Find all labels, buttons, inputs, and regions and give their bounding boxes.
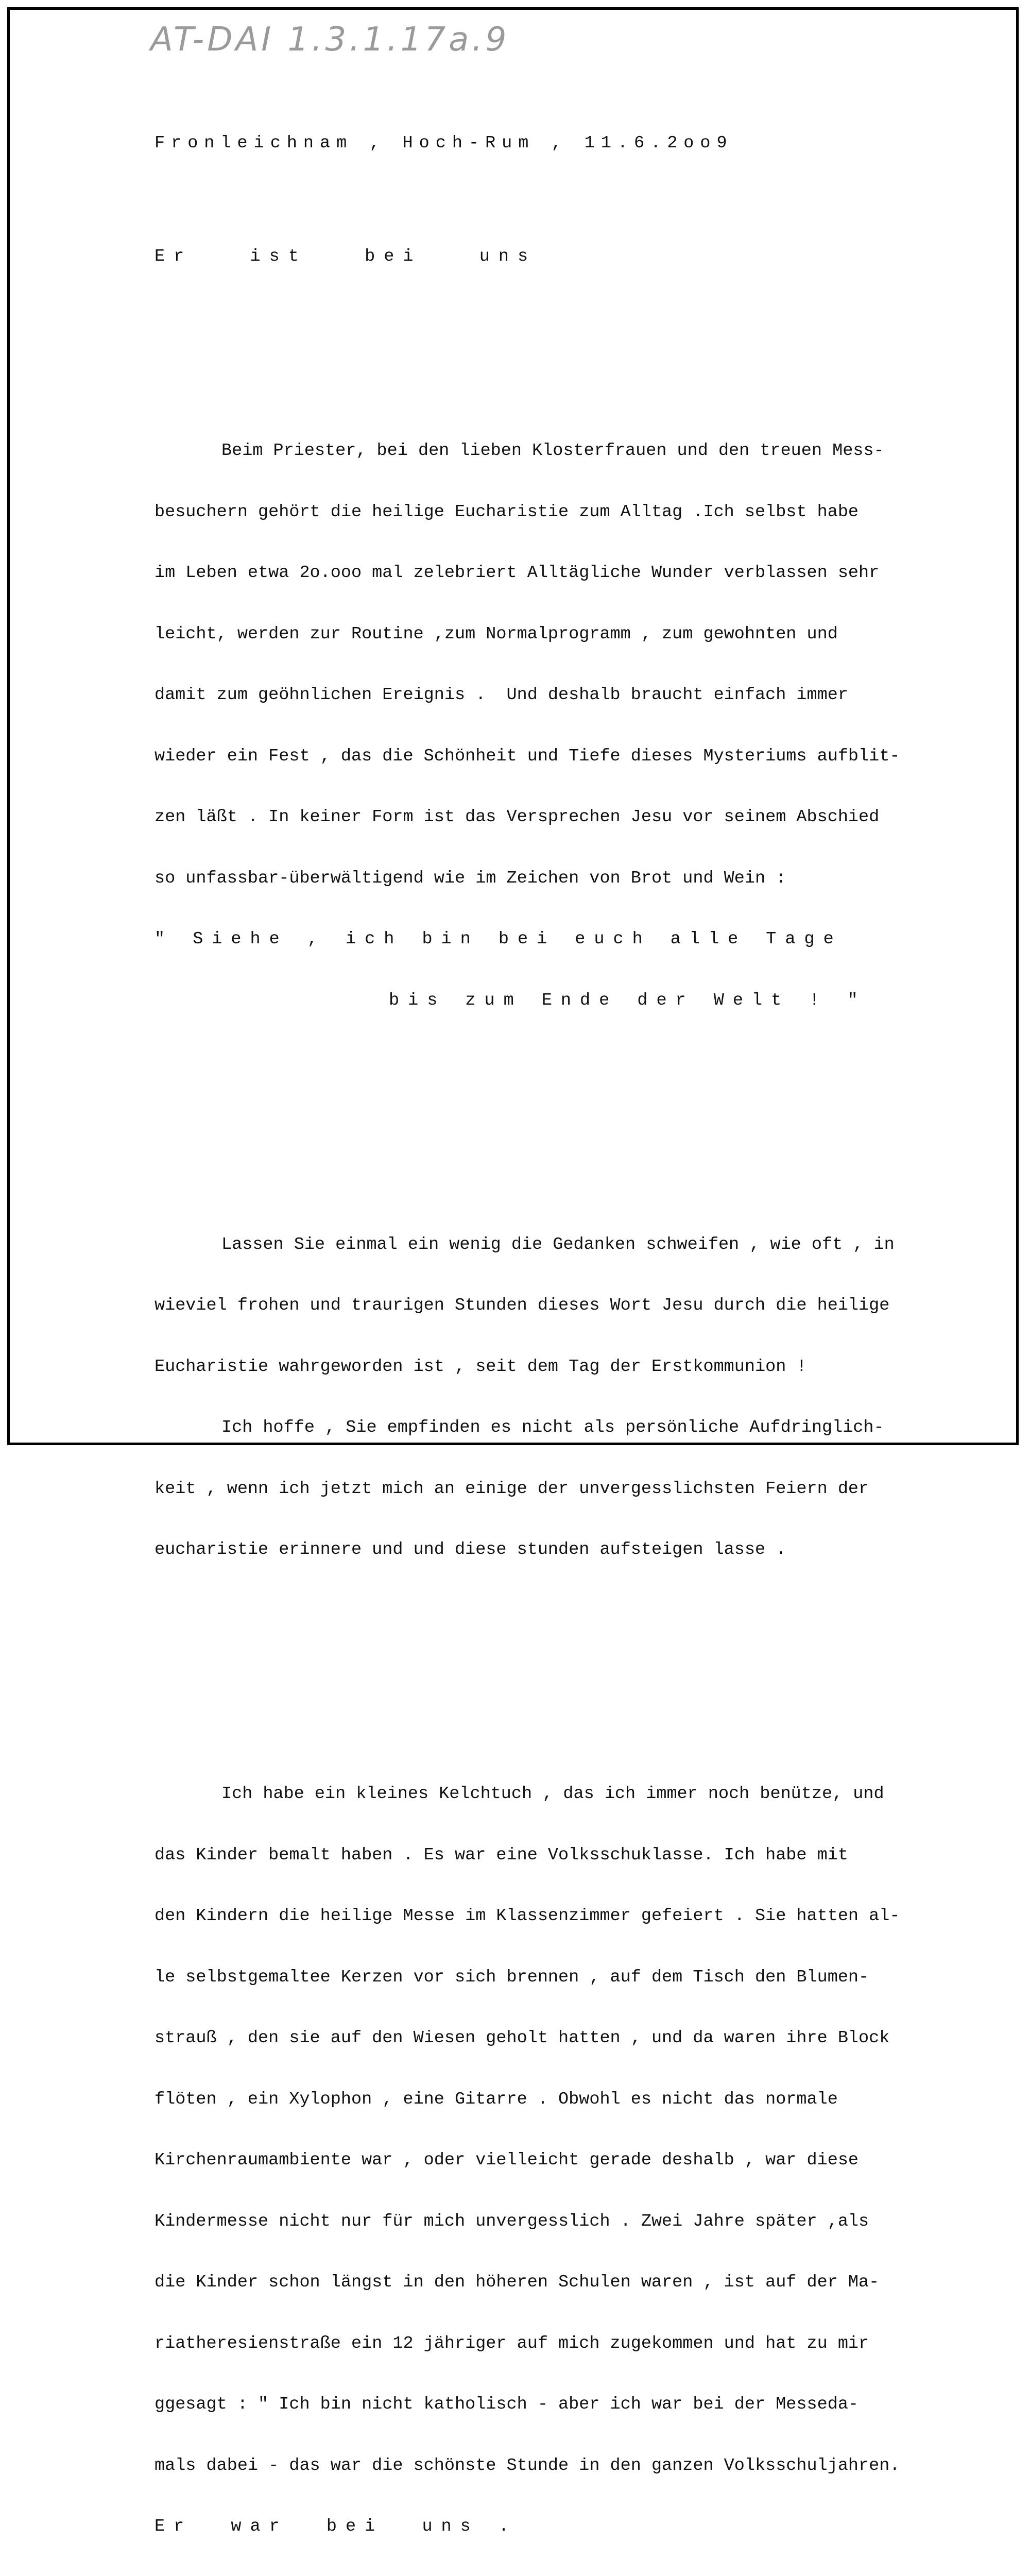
text-line: leicht, werden zur Routine ,zum Normalprogramm , zum gewohnten und bbox=[154, 624, 838, 644]
paragraph-2 bbox=[154, 1194, 1020, 1601]
text-line: strauß , den sie auf den Wiesen geholt hatten , und da waren ihre Block bbox=[154, 2028, 890, 2048]
text-line: eucharistie erinnere und und diese stunden aufsteigen lasse . bbox=[154, 1540, 786, 1560]
text-line: riatheresienstraße ein 12 jähriger auf mich zugekommen und hat zu mir bbox=[154, 2333, 869, 2353]
text-line: im Leben etwa 2o.ooo mal zelebriert Alltägliche Wunder verblassen sehr bbox=[154, 563, 880, 583]
text-line: besuchern gehört die heilige Eucharistie zum Alltag .Ich selbst habe bbox=[154, 502, 859, 522]
text-line: die Kinder schon längst in den höheren Schulen waren , ist auf der Ma- bbox=[154, 2273, 880, 2292]
text-line: wieviel frohen und traurigen Stunden dieses Wort Jesu durch die heilige bbox=[154, 1296, 890, 1315]
quote-line: " Siehe , ich bin bei euch alle Tage bbox=[154, 929, 843, 949]
text-line: Beim Priester, bei den lieben Klosterfrauen und den treuen Mess- bbox=[221, 441, 884, 461]
closing-line: Er war bei uns . bbox=[154, 2517, 518, 2536]
text-line: so unfassbar-überwältigend wie im Zeichen von Brot und Wein : bbox=[154, 868, 786, 888]
text-line: mals dabei - das war die schönste Stunde in den ganzen Volksschuljahren. bbox=[154, 2455, 900, 2476]
quote-line: bis zum Ende der Welt ! " bbox=[389, 990, 867, 1010]
text-line: ggesagt : " Ich bin nicht katholisch - aber ich war bei der Messeda- bbox=[154, 2395, 859, 2414]
text-line: Kindermesse nicht nur für mich unvergesslich . Zwei Jahre später ,als bbox=[154, 2211, 869, 2231]
text-line: keit , wenn ich jetzt mich an einige der unvergesslichsten Feiern der bbox=[154, 1479, 869, 1499]
text-line: Ich habe ein kleines Kelchtuch , das ich immer noch benütze, und bbox=[221, 1784, 884, 1804]
paragraph-1 bbox=[154, 400, 1020, 1052]
paragraph-3 bbox=[154, 1743, 1020, 2576]
text-line: Ich hoffe , Sie empfinden es nicht als persönliche Aufdringlich- bbox=[221, 1418, 884, 1437]
text-line: zen läßt . In keiner Form ist das Versprechen Jesu vor seinem Abschied bbox=[154, 807, 880, 827]
text-line: flöten , ein Xylophon , eine Gitarre . Obwohl es nicht das normale bbox=[154, 2089, 838, 2109]
document-body bbox=[154, 93, 1020, 2576]
text-line: Lassen Sie einmal ein wenig die Gedanken schweifen , wie oft , in bbox=[221, 1234, 895, 1255]
text-line: den Kindern die heilige Messe im Klassenzimmer gefeiert . Sie hatten al- bbox=[154, 1906, 900, 1926]
header-line: Fronleichnam , Hoch-Rum , 11.6.2oo9 bbox=[154, 133, 733, 153]
text-line: Kirchenraumambiente war , oder vielleicht gerade deshalb , war diese bbox=[154, 2150, 859, 2170]
text-line: Eucharistie wahrgeworden ist , seit dem Tag der Erstkommunion ! bbox=[154, 1357, 807, 1377]
archive-signature: AT-DAI 1.3.1.17a.9 bbox=[150, 21, 510, 59]
text-line: wieder ein Fest , das die Schönheit und Tiefe dieses Mysteriums aufblit- bbox=[154, 746, 900, 766]
text-line: le selbstgemaltee Kerzen vor sich brennen , auf dem Tisch den Blumen- bbox=[154, 1967, 869, 1987]
text-line: damit zum geöhnlichen Ereignis . Und deshalb braucht einfach immer bbox=[154, 685, 848, 705]
document-title: Er ist bei uns bbox=[154, 246, 537, 266]
text-line: das Kinder bemalt haben . Es war eine Volksschuklasse. Ich habe mit bbox=[154, 1845, 848, 1865]
